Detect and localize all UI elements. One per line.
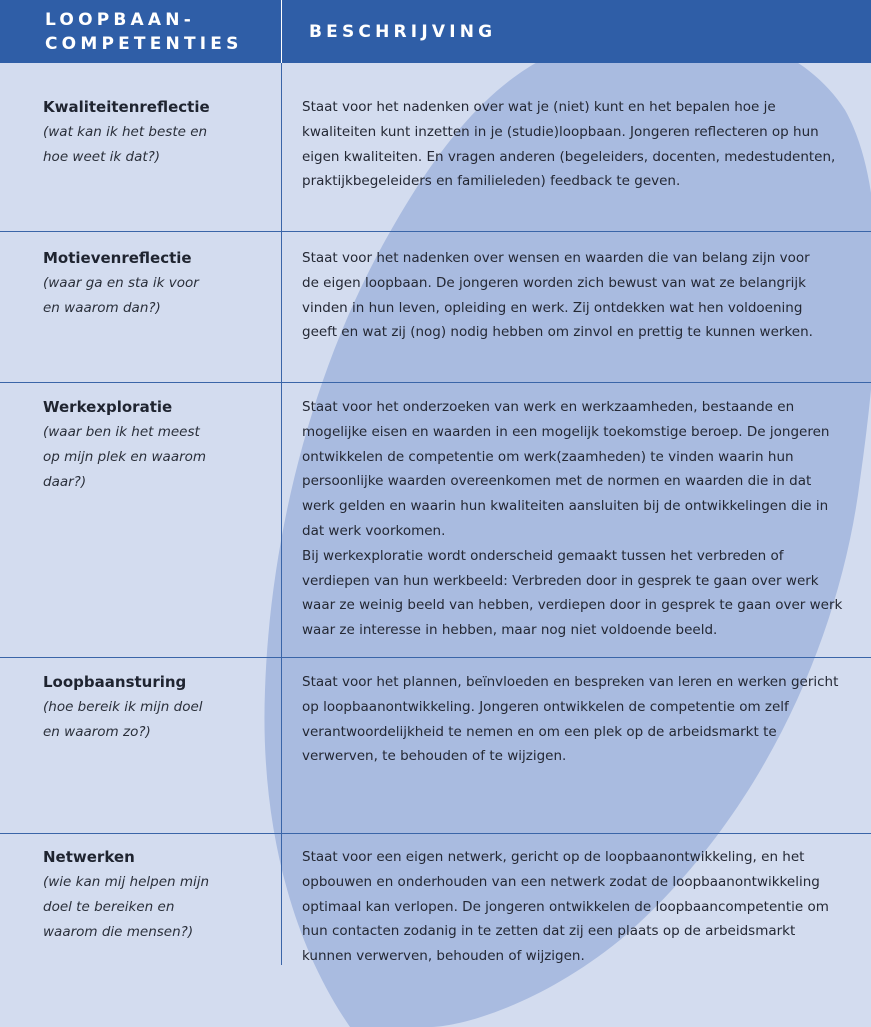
- table-header: [0, 0, 871, 63]
- description-paragraph: Staat voor een eigen netwerk, gericht op de loopbaanontwikkeling, en het opbouwen en onderhouden van een netwerk zodat de loopbaanontwikkeling optimaal kan verlopen. De jongeren ontwikkelen de loopbaancompetentie om hun contacten zodanig in te zetten dat zij een plaats op de arbeidsmarkt kunnen verwerven, behouden of wijzigen.: [302, 849, 829, 965]
- competency-title: Netwerken: [43, 848, 135, 866]
- competency-title: Kwaliteitenreflectie: [43, 98, 210, 116]
- competency-description: [302, 845, 847, 969]
- header-competencies-line2: COMPETENTIES: [45, 34, 243, 54]
- competency-description: [302, 395, 847, 643]
- competency-title: Werkexploratie: [43, 398, 173, 416]
- competency-question: (hoe bereik ik mijn doel en waarom zo?): [43, 699, 203, 740]
- competency-description: [302, 670, 847, 769]
- header-description: BESCHRIJVING: [309, 22, 497, 42]
- row-divider: [0, 231, 871, 232]
- header-divider: [281, 0, 282, 63]
- competency-question: (waar ga en sta ik voor en waarom dan?): [43, 275, 199, 316]
- description-paragraph: Staat voor het plannen, beïnvloeden en bespreken van leren en werken gericht op loopbaanontwikkeling. Jongeren ontwikkelen de competentie om zelf verantwoordelijkheid te nemen en om een plek op de arbeidsmarkt te verwerven, te behouden of te wijzigen.: [302, 674, 839, 765]
- competency-question: (waar ben ik het meest op mijn plek en waarom daar?): [43, 424, 207, 490]
- column-divider: [281, 63, 282, 965]
- description-paragraph: Staat voor het onderzoeken van werk en werkzaamheden, bestaande en mogelijke eisen en waarden in een mogelijk toekomstige beroep. De jongeren ontwikkelen de competentie om werk(zaamheden) te vinden waarin hun persoonlijke waarden overeenkomen met de normen en waarden die in dat werk gelden en waarin hun kwaliteiten aansluiten bij de ontwikkelingen die in dat werk voorkomen.: [302, 399, 830, 539]
- header-competencies: [45, 8, 275, 56]
- competency-description: [302, 95, 847, 194]
- competency-title: Motievenreflectie: [43, 249, 192, 267]
- competency-question: (wie kan mij helpen mijn doel te bereiken en waarom die mensen?): [43, 874, 210, 940]
- competency-title: Loopbaansturing: [43, 673, 187, 691]
- header-competencies-line1: LOOPBAAN-: [45, 10, 195, 30]
- description-paragraph: Staat voor het nadenken over wat je (niet) kunt en het bepalen hoe je kwaliteiten kunt inzetten in je (studie)loopbaan. Jongeren reflecteren op hun eigen kwaliteiten. En vragen anderen (begeleiders, docenten, medestudenten, praktijkbegeleiders en familieleden) feedback te geven.: [302, 99, 836, 190]
- description-paragraph: Staat voor het nadenken over wensen en waarden die van belang zijn voor de eigen loopbaan. De jongeren worden zich bewust van wat ze belangrijk vinden in hun leven, opleiding en werk. Zij ontdekken wat hen voldoening geeft en wat zij (nog) nodig hebben om zinvol en prettig te kunnen werken.: [302, 250, 813, 341]
- competency-question: (wat kan ik het beste en hoe weet ik dat?): [43, 124, 208, 165]
- description-paragraph: Bij werkexploratie wordt onderscheid gemaakt tussen het verbreden of verdiepen van hun werkbeeld: Verbreden door in gesprek te gaan over werk waar ze weinig beeld van hebben, verdiepen door in gesprek te gaan over werk waar ze interesse in hebben, maar nog niet voldoende beeld.: [302, 547, 843, 639]
- row-divider: [0, 833, 871, 834]
- row-divider: [0, 382, 871, 383]
- row-divider: [0, 657, 871, 658]
- competency-description: [302, 246, 827, 345]
